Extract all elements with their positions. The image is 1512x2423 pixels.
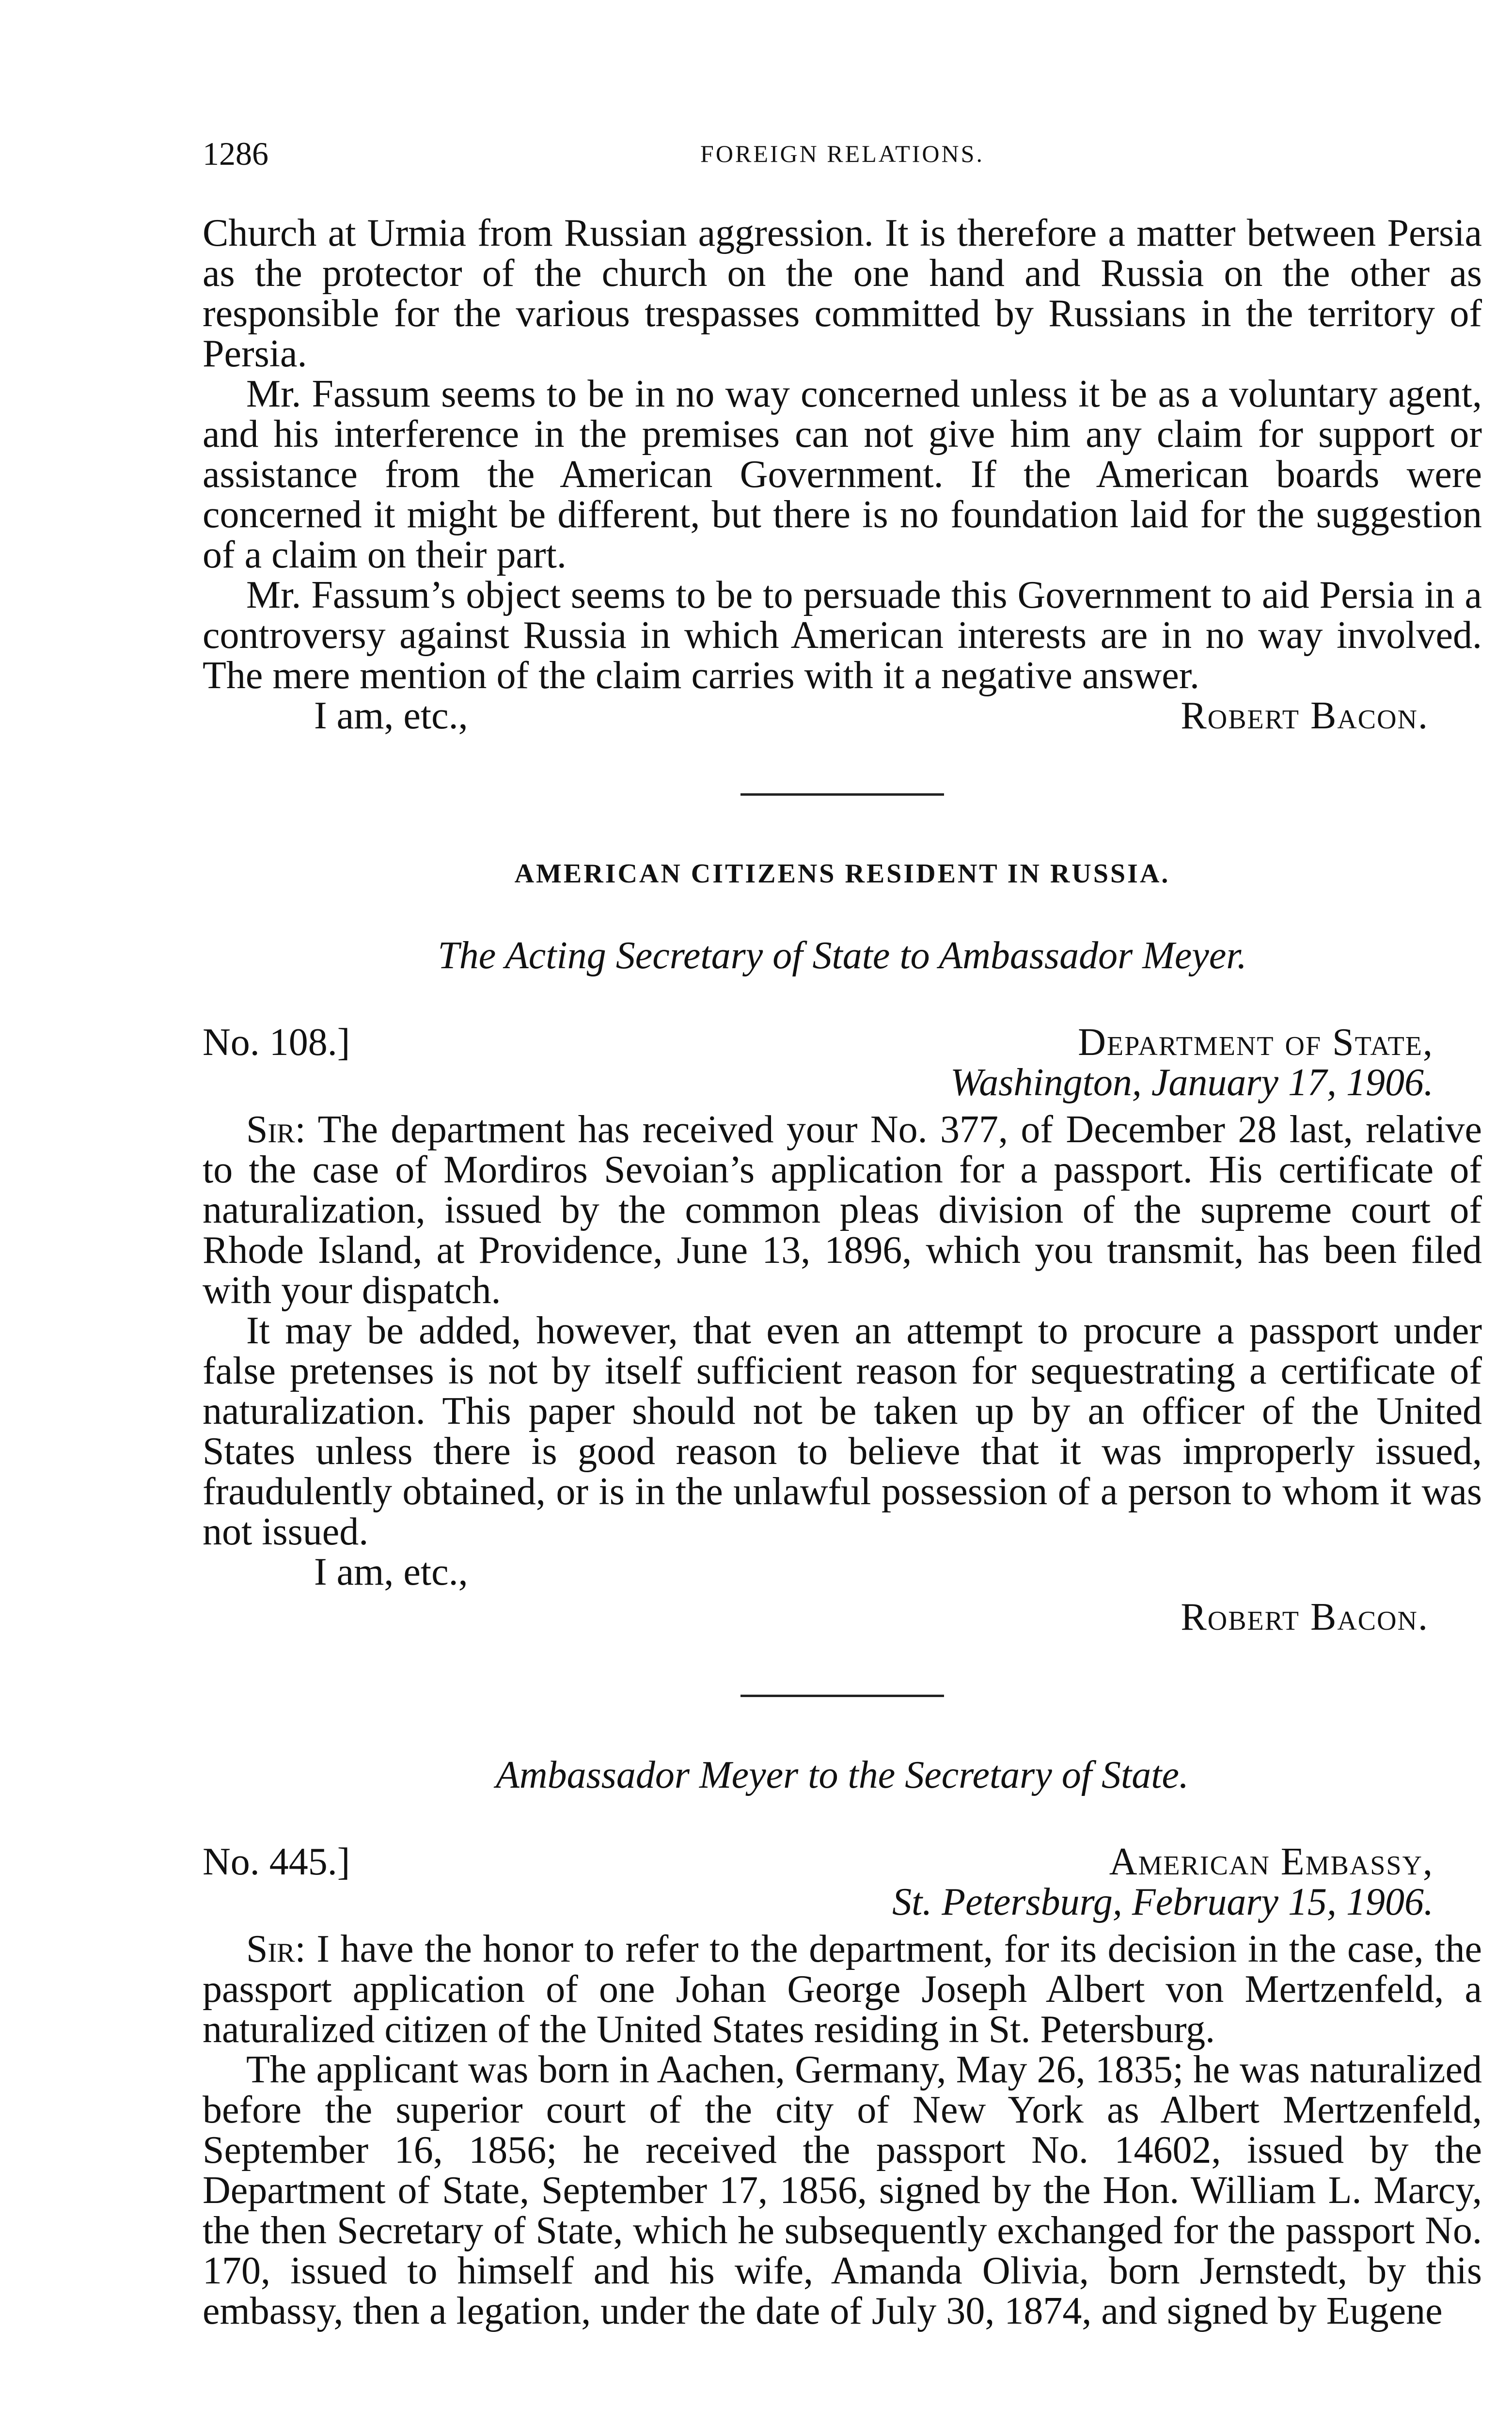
intro-paragraph-1: Church at Urmia from Russian aggression. It is therefore a matter between Persia as the protector of the church on the one hand and Russia on the other as responsible for the various trespasses committed by Russians in the territory of Persia. [203,212,1482,375]
letter2-paragraph-2: The applicant was born in Aachen, Germany, May 26, 1835; he was naturalized before the superior court of the city of New York as Albert Mertzenfeld, September 16, 1856; he received the passport No. 14602, issued by the Department of State, September 17, 1856, signed by the Hon. William L. Marcy, the then Secretary of State, which he subsequently exchanged for the passport No. 170, issued to himself and his wife, Amanda Olivia, born Jernstedt, by this embassy, then a legation, under the date of July 30, 1874, and signed by Eugene [203,2048,1482,2332]
letter1-paragraph-2: It may be added, however, that even an attempt to procure a passport under false pretenses is not by itself sufficient reason for sequestrating a certificate of naturalization. This paper should not be taken up by an officer of the United States unless there is good reason to believe that it was improperly issued, fraudulently obtained, or is in the unlawful possession of a person to whom it was not issued. [203,1309,1482,1553]
page-header [203,135,1482,178]
letter2-origin [892,1842,1482,1922]
letter1-place-date: Washington, January 17, 1906. [950,1061,1433,1104]
letter1-salutation: Sir [246,1108,295,1151]
letter2-title: Ambassador Meyer to the Secretary of State. [495,1754,1189,1796]
letter1-origin [950,1023,1482,1103]
running-title: FOREIGN RELATIONS. [700,140,984,167]
letter1-signature: Robert Bacon. [1181,1596,1429,1638]
letter2-paragraph-1-text: : I have the honor to refer to the department, for its decision in the case, the passport application of one Johan George Joseph Albert von Mertzenfeld, a naturalized citizen of the United States residing in St. Petersburg. [203,1928,1482,2051]
page-body [203,213,1482,2331]
section-divider-2 [740,1695,944,1697]
section-heading: AMERICAN CITIZENS RESIDENT IN RUSSIA. [514,859,1170,889]
letter1-title: The Acting Secretary of State to Ambassador Meyer. [438,934,1247,977]
page-number: 1286 [203,135,268,172]
letter2-dateline [203,1842,1482,1922]
letter1-paragraph-1-text: : The department has received your No. 377, of December 28 last, relative to the case of Mordiros Sevoian’s application for a passport. His certificate of naturalization, issued by the common pleas division of the supreme court of Rhode Island, at Providence, June 13, 1896, which you transmit, has been filed with your dispatch. [203,1108,1482,1312]
letter1-paragraph-1 [203,1110,1482,1311]
intro-closing-row [203,696,1482,736]
letter1-dateline [203,1023,1482,1103]
intro-paragraph-3: Mr. Fassum’s object seems to be to persuade this Government to aid Persia in a controversy against Russia in which American interests are in no way involved. The mere mention of the claim carries with it a negative answer. [203,574,1482,697]
intro-closing: I am, etc., [314,694,468,737]
intro-paragraph-2: Mr. Fassum seems to be in no way concerned unless it be as a voluntary agent, and his interference in the premises can not give him any claim for support or assistance from the American Government. If the American boards were concerned it might be different, but there is no foundation laid for the suggestion of a claim on their part. [203,373,1482,576]
section-divider-1 [740,793,944,796]
letter1-closing: I am, etc., [314,1551,468,1593]
letter2-number: No. 445.] [203,1841,350,1883]
letter2-paragraph-1 [203,1929,1482,2050]
intro-signature: Robert Bacon. [1181,694,1429,737]
letter1-number: No. 108.] [203,1021,350,1064]
letter2-salutation: Sir [246,1928,295,1970]
letter1-office: Department of State, [1078,1021,1433,1064]
letter2-place-date: St. Petersburg, February 15, 1906. [892,1881,1433,1923]
letter2-office: American Embassy, [1109,1841,1433,1883]
